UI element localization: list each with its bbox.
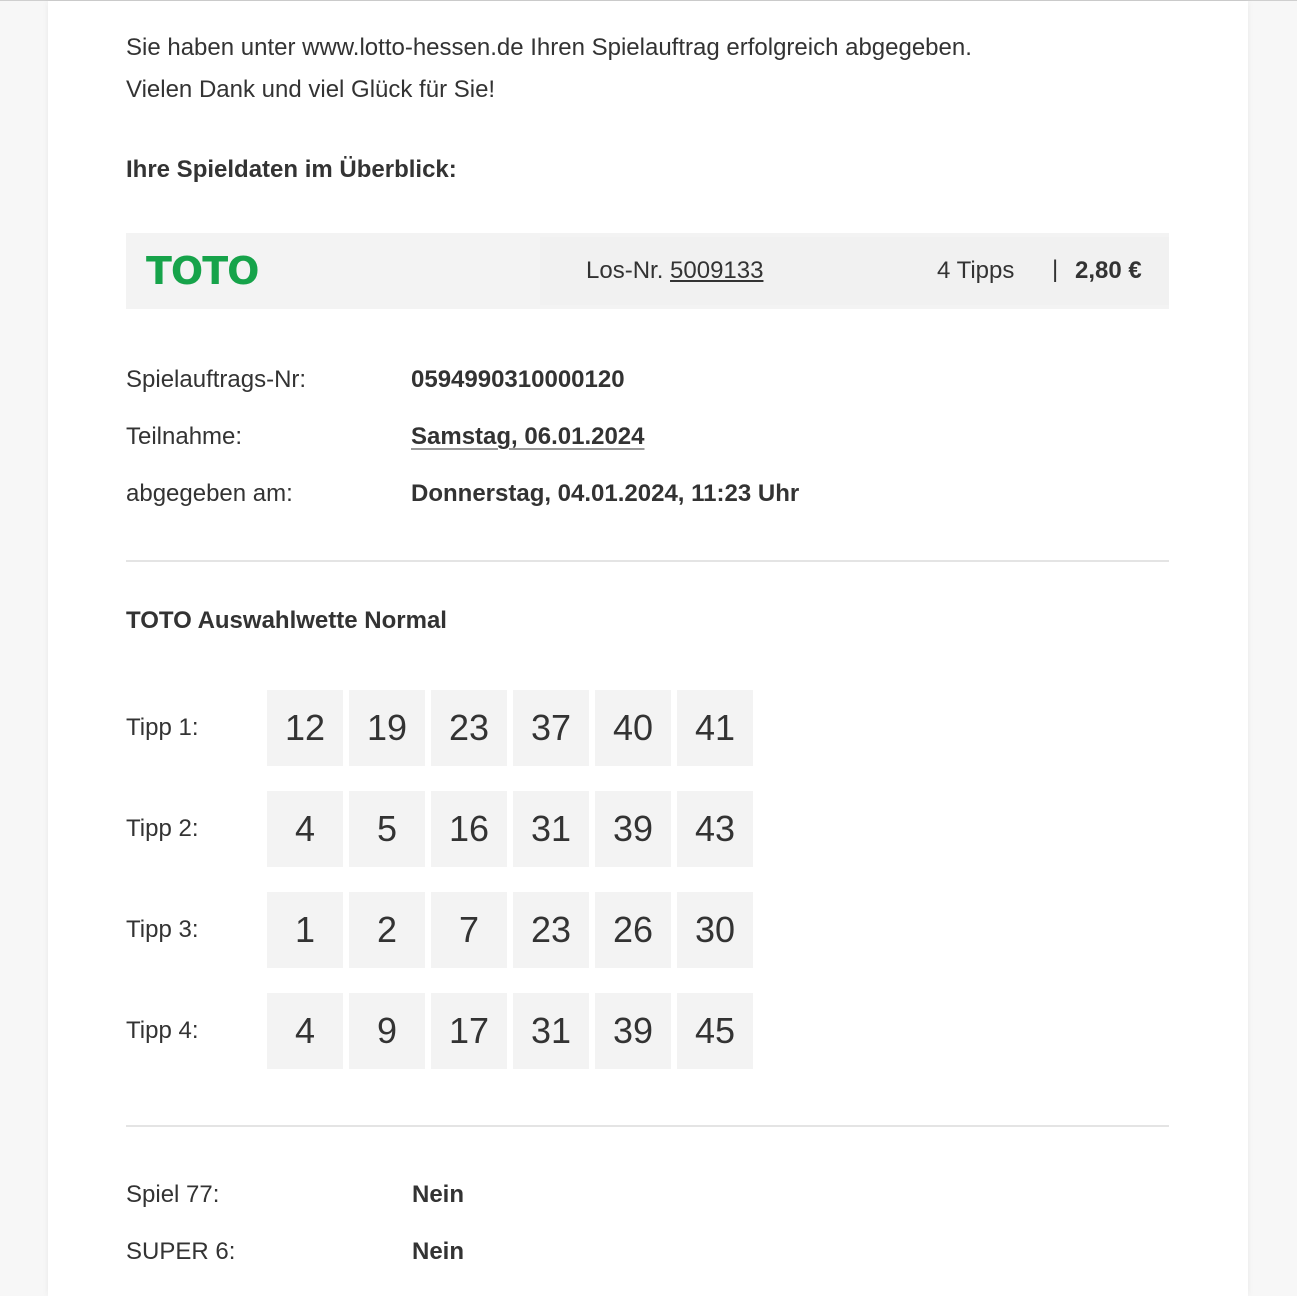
toto-logo: TOTO bbox=[146, 249, 259, 293]
tipp-number: 9 bbox=[349, 993, 425, 1069]
tipp-number: 41 bbox=[677, 690, 753, 766]
los-number bbox=[586, 257, 763, 285]
spiel77-value: Nein bbox=[412, 1181, 465, 1208]
tipp-number: 45 bbox=[677, 993, 753, 1069]
overview-title: Ihre Spieldaten im Überblick: bbox=[126, 156, 457, 183]
tipps-count: 4 Tipps bbox=[937, 257, 1015, 284]
los-label: Los-Nr. bbox=[586, 257, 664, 284]
tipp-number: 39 bbox=[595, 993, 671, 1069]
tipp-number: 23 bbox=[431, 690, 507, 766]
tipp-number: 1 bbox=[267, 892, 343, 968]
order-number-value: 0594990310000120 bbox=[411, 366, 625, 393]
tipp-numbers bbox=[267, 993, 753, 1069]
tipp-number: 4 bbox=[267, 791, 343, 867]
divider bbox=[126, 1125, 1169, 1127]
divider bbox=[126, 560, 1169, 562]
tipp-numbers bbox=[267, 892, 753, 968]
tipp-numbers bbox=[267, 690, 753, 766]
super6-label: SUPER 6: bbox=[126, 1238, 236, 1265]
tipp-number: 5 bbox=[349, 791, 425, 867]
participation-date-link[interactable]: Samstag, 06.01.2024 bbox=[411, 423, 645, 450]
tipp-number: 4 bbox=[267, 993, 343, 1069]
separator: | bbox=[1052, 256, 1059, 283]
ticket-summary-bar bbox=[126, 233, 1169, 309]
tipp-number: 2 bbox=[349, 892, 425, 968]
tipp-number: 12 bbox=[267, 690, 343, 766]
tipp-number: 43 bbox=[677, 791, 753, 867]
tipp-label: Tipp 1: bbox=[126, 714, 199, 741]
super6-value: Nein bbox=[412, 1238, 465, 1265]
tipp-number: 26 bbox=[595, 892, 671, 968]
tipp-number: 30 bbox=[677, 892, 753, 968]
tipp-number: 17 bbox=[431, 993, 507, 1069]
tipp-label: Tipp 2: bbox=[126, 815, 199, 842]
tipp-number: 7 bbox=[431, 892, 507, 968]
tipp-number: 23 bbox=[513, 892, 589, 968]
intro-line-1: Sie haben unter www.lotto-hessen.de Ihren Spielauftrag erfolgreich abgegeben. bbox=[126, 34, 972, 61]
section-title: TOTO Auswahlwette Normal bbox=[126, 607, 447, 634]
participation-label: Teilnahme: bbox=[126, 423, 243, 450]
intro-line-2: Vielen Dank und viel Glück für Sie! bbox=[126, 76, 496, 103]
submitted-label: abgegeben am: bbox=[126, 480, 293, 507]
email-sheet bbox=[48, 1, 1248, 1296]
tipp-numbers bbox=[267, 791, 753, 867]
order-number-label: Spielauftrags-Nr: bbox=[126, 366, 307, 393]
tipp-number: 37 bbox=[513, 690, 589, 766]
tipp-number: 31 bbox=[513, 993, 589, 1069]
los-number-link[interactable]: 5009133 bbox=[670, 257, 764, 284]
tipp-number: 39 bbox=[595, 791, 671, 867]
tipp-label: Tipp 3: bbox=[126, 916, 199, 943]
tipp-number: 19 bbox=[349, 690, 425, 766]
spiel77-label: Spiel 77: bbox=[126, 1181, 220, 1208]
tipp-number: 31 bbox=[513, 791, 589, 867]
intro-text bbox=[126, 27, 972, 111]
submitted-value: Donnerstag, 04.01.2024, 11:23 Uhr bbox=[411, 480, 800, 507]
price: 2,80 € bbox=[1075, 257, 1142, 284]
tipp-number: 16 bbox=[431, 791, 507, 867]
tipp-label: Tipp 4: bbox=[126, 1017, 199, 1044]
tipp-number: 40 bbox=[595, 690, 671, 766]
